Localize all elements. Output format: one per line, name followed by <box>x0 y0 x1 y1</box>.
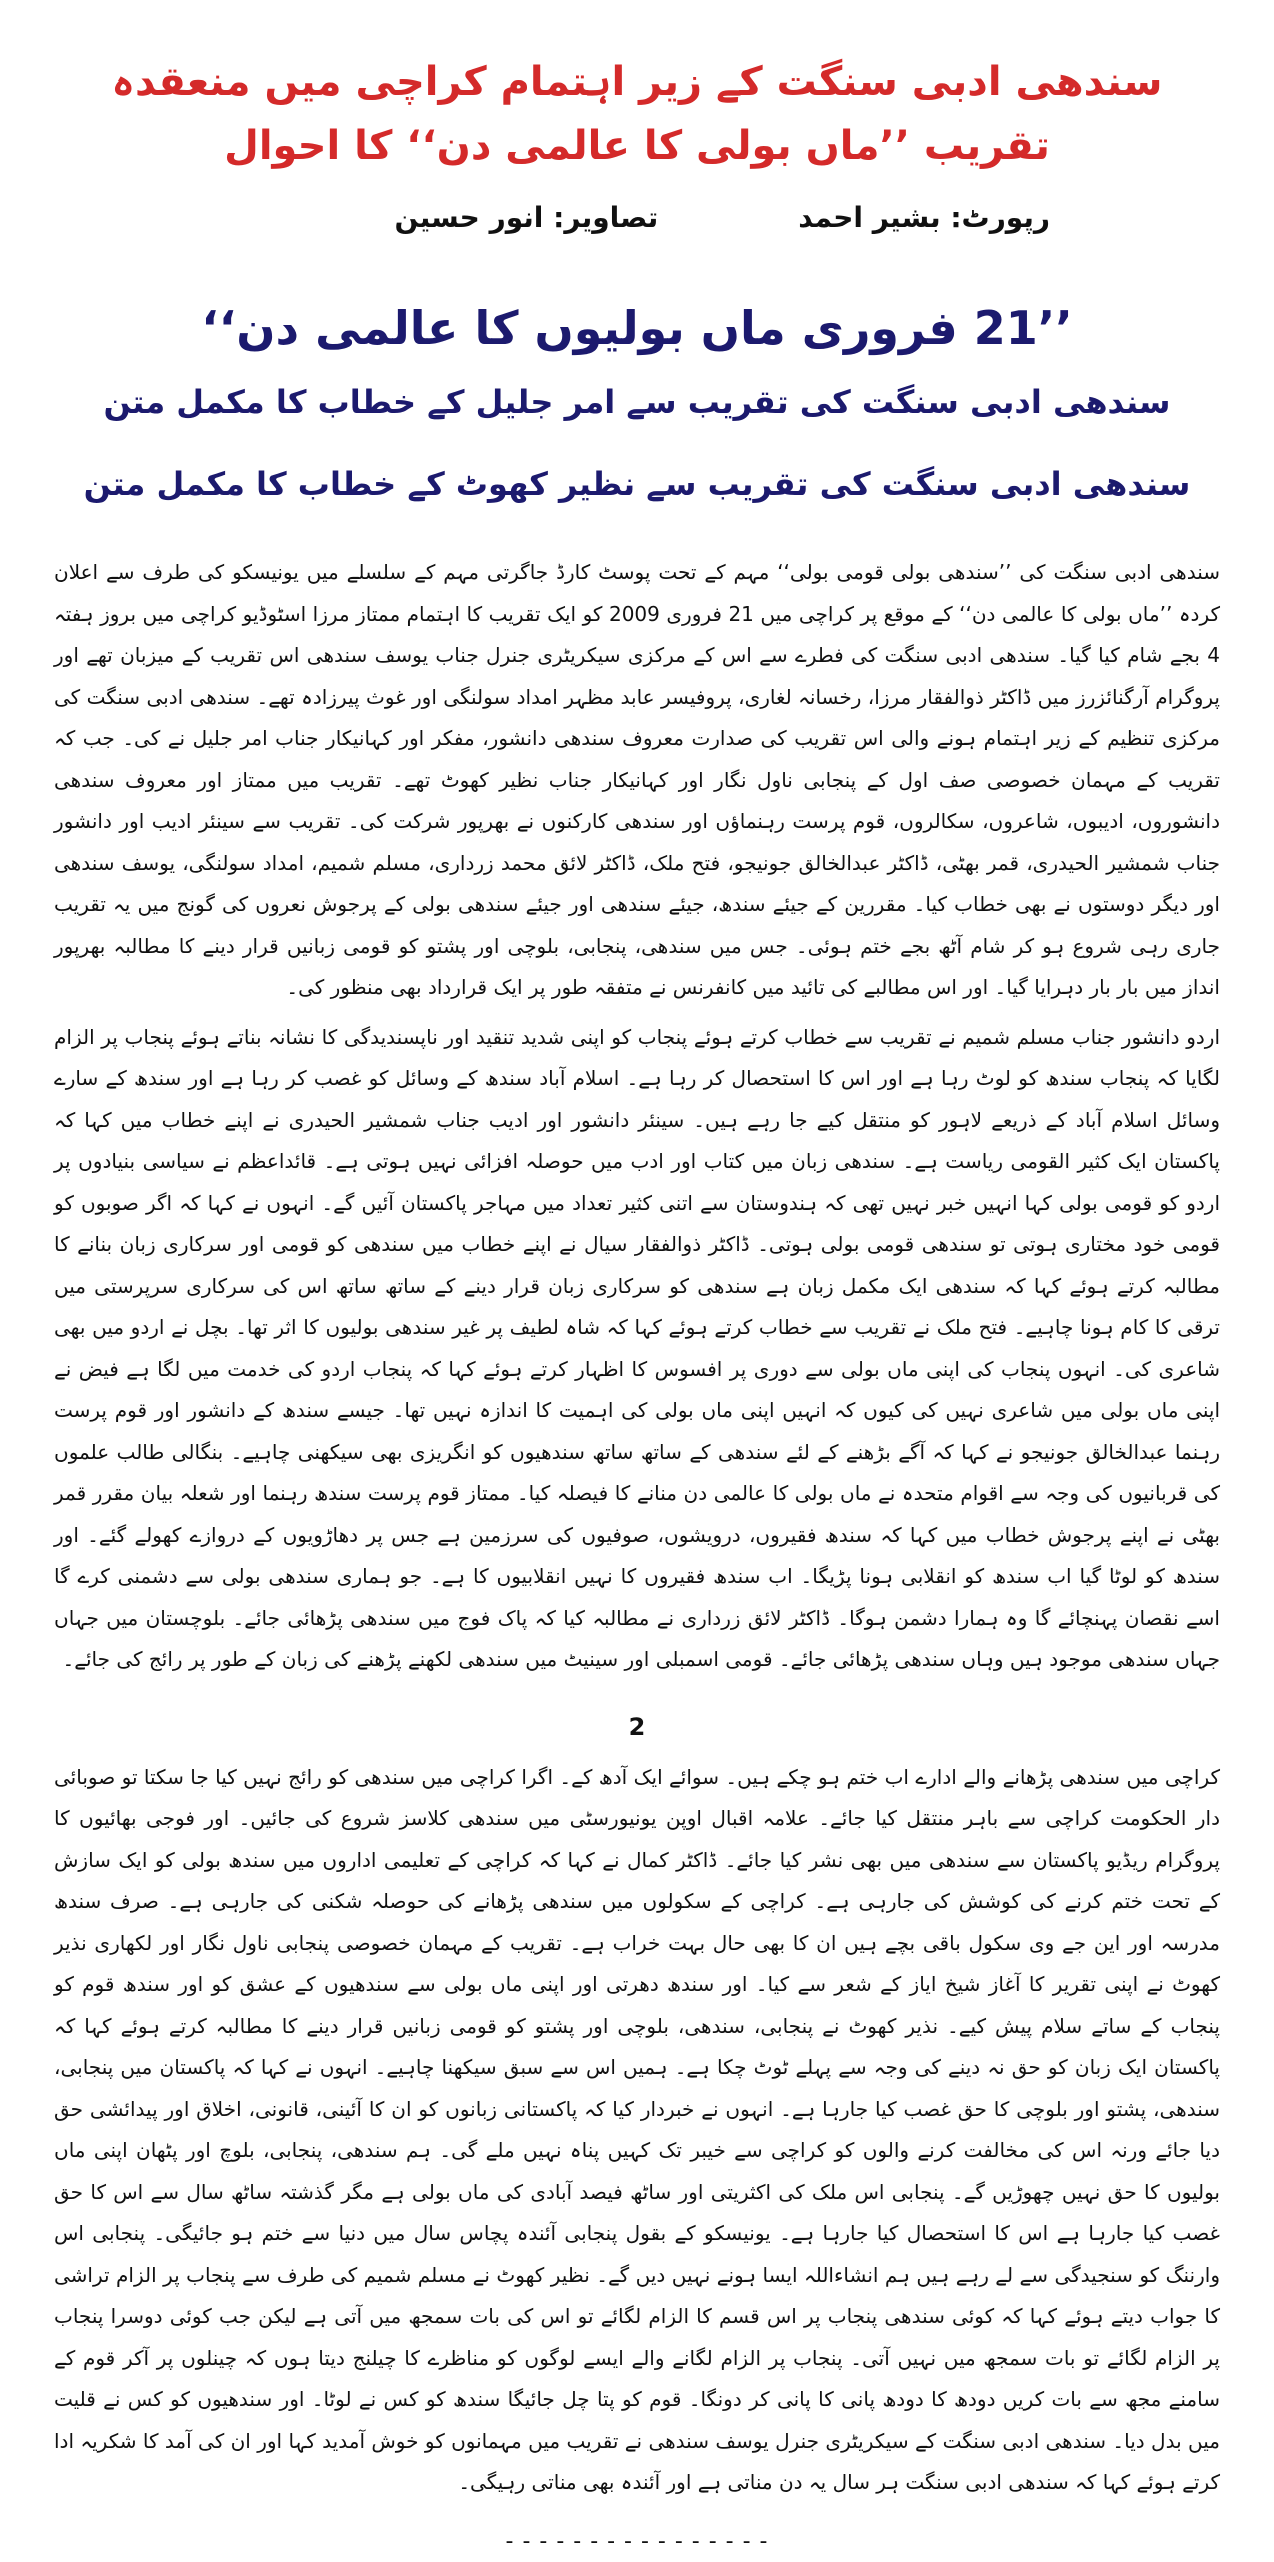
credits-line <box>54 196 1050 240</box>
article-body <box>54 552 1220 2562</box>
paragraph-2: اردو دانشور جناب مسلم شمیم نے تقریب سے خطاب کرتے ہوئے پنجاب کو اپنی شدید تنقید اور ناپسندیدگی کا نشانہ بناتے ہوئے پنجاب پر الزام لگایا کہ پنجاب سندھ کو لوٹ رہا ہے اور اس کا استحصال کر رہا ہے۔ اسلام آباد سندھ کے وسائل کو غصب کر رہا ہے اور سندھ کے سارے وسائل اسلام آباد کے ذریعے لاہور کو منتقل کیے جا رہے ہیں۔ سینئر دانشور اور ادیب جناب شمشیر الحیدری نے اپنے خطاب میں کہا کہ پاکستان ایک کثیر القومی ریاست ہے۔ سندھی زبان میں کتاب اور ادب میں حوصلہ افزائی نہیں ہوتی ہے۔ قائداعظم نے سیاسی بنیادوں پر اردو کو قومی بولی کہا انہیں خبر نہیں تھی کہ ہندوستان سے اتنی کثیر تعداد میں مہاجر پاکستان آئیں گے۔ انہوں نے کہا کہ اگر صوبوں کو قومی خود مختاری ہوتی تو سندھی قومی بولی ہوتی۔ ڈاکٹر ذوالفقار سیال نے اپنے خطاب میں سندھی کو قومی اور سرکاری زبان بنانے کا مطالبہ کرتے ہوئے کہا کہ سندھی ایک مکمل زبان ہے سندھی کو سرکاری زبان قرار دینے کے ساتھ ساتھ اس کی سرکاری سرپرستی میں ترقی کا کام ہونا چاہیے۔ فتح ملک نے تقریب سے خطاب کرتے ہوئے کہا کہ شاہ لطیف پر غیر سندھی بولیوں کا اثر تھا۔ بچل نے اردو میں بھی شاعری کی۔ انہوں پنجاب کی اپنی ماں بولی سے دوری پر افسوس کا اظہار کرتے ہوئے کہا کہ پنجاب اردو کی خدمت میں لگا ہے فیض نے اپنی ماں بولی میں شاعری نہیں کی کیوں کہ انہیں اپنی ماں بولی کی اہمیت کا اندازہ نہیں تھا۔ جیسے سندھ کے دانشور اور قوم پرست رہنما عبدالخالق جونیجو نے کہا کہ آگے بڑھنے کے لئے سندھی کے ساتھ ساتھ سندھیوں کو انگریزی بھی سیکھنی چاہیے۔ بنگالی طالب علموں کی قربانیوں کی وجہ سے اقوام متحدہ نے ماں بولی کا عالمی دن منانے کا فیصلہ کیا۔ ممتاز قوم پرست سندھ رہنما اور شعلہ بیان مقرر قمر بھٹی نے اپنے پرجوش خطاب میں کہا کہ سندھ فقیروں، درویشوں، صوفیوں کی سرزمین ہے جس پر دھاڑویوں کے دروازے کھولے گئے۔ اور سندھ کو لوٹا گیا اب سندھ کو انقلابی ہونا پڑیگا۔ اب سندھ فقیروں کا نہیں انقلابیوں کا ہے۔ جو ہماری سندھی بولی سے دشمنی کرے گا اسے نقصان پہنچائے گا وہ ہمارا دشمن ہوگا۔ ڈاکٹر لائق زرداری نے مطالبہ کیا کہ پاک فوج میں سندھی پڑھائی جائے۔ بلوچستان میں جہاں جہاں سندھی موجود ہیں وہاں سندھی پڑھائی جائے۔ قومی اسمبلی اور سینیٹ میں سندھی لکھنے پڑھنے کی زبان کے طور پر رائج کی جائے۔ <box>54 1024 1220 1671</box>
article-page <box>54 40 1220 2562</box>
page-title: سندھی ادبی سنگت کے زیر اہتمام کراچی میں منعقدہ تقریب ’’ماں بولی کا عالمی دن‘‘ کا احوال <box>111 59 1163 169</box>
photo-credit: تصاویر: انور حسین <box>394 201 659 234</box>
page-number: 2 <box>628 1712 646 1741</box>
speech-title-nazir-khot: سندھی ادبی سنگت کی تقریب سے نظیر کھوٹ کے خطاب کا مکمل متن <box>83 465 1191 503</box>
paragraph-3: کراچی میں سندھی پڑھانے والے ادارے اب ختم ہو چکے ہیں۔ سوائے ایک آدھ کے۔ اگرا کراچی میں سندھی کو رائج نہیں کیا جا سکتا تو صوبائی دار الحکومت کراچی سے باہر منتقل کیا جائے۔ علامہ اقبال اوپن یونیورسٹی میں سندھی کلاسز شروع کی جائیں۔ اور فوجی بھائیوں کا پروگرام ریڈیو پاکستان سے سندھی میں بھی نشر کیا جائے۔ ڈاکٹر کمال نے کہا کہ کراچی کے تعلیمی اداروں میں سندھ بولی کو ایک سازش کے تحت ختم کرنے کی کوشش کی جارہی ہے۔ کراچی کے سکولوں میں سندھی پڑھانے کی حوصلہ شکنی کی جارہی ہے۔ صرف سندھ مدرسہ اور این جے وی سکول باقی بچے ہیں ان کا بھی حال بہت خراب ہے۔ تقریب کے مہمان خصوصی پنجابی ناول نگار اور لکھاری نذیر کھوٹ نے اپنی تقریر کا آغاز شیخ ایاز کے شعر سے کیا۔ اور سندھ دھرتی اور اپنی ماں بولی سے سندھیوں کے عشق کو اور سندھ قوم کو پنجاب کے ساتے سلام پیش کیے۔ نذیر کھوٹ نے پنجابی، سندھی، بلوچی اور پشتو کو قومی زبانیں قرار دینے کا مطالبہ کرتے ہوئے کہا کہ پاکستان ایک زبان کو حق نہ دینے کی وجہ سے پہلے ٹوٹ چکا ہے۔ ہمیں اس سے سبق سیکھنا چاہیے۔ انہوں نے کہا کہ پاکستان میں پنجابی، سندھی، پشتو اور بلوچی کا حق غصب کیا جارہا ہے۔ انہوں نے خبردار کیا کہ پاکستانی زبانوں کو ان کا آئینی، قانونی، اخلاق اور پیدائشی حق دیا جائے ورنہ اس کی مخالفت کرنے والوں کو کراچی سے خیبر تک کہیں پناہ نہیں ملے گی۔ ہم سندھی، پنجابی، بلوچ اور پٹھان اپنی ماں بولیوں کا حق نہیں چھوڑیں گے۔ پنجابی اس ملک کی اکثریتی اور ساٹھ فیصد آبادی کی ماں بولی ہے مگر گذشتہ ساٹھ سال سے اس کا حق غصب کیا جارہا ہے اس کا استحصال کیا جارہا ہے۔ یونیسکو کے بقول پنجابی آئندہ پچاس سال میں دنیا سے ختم ہو جائیگی۔ پنجابی اس وارننگ کو سنجیدگی سے لے رہے ہیں ہم انشاءاللہ ایسا ہونے نہیں دیں گے۔ نظیر کھوٹ نے مسلم شمیم کی طرف سے پنجاب پر الزام تراشی کا جواب دیتے ہوئے کہا کہ کوئی سندھی پنجاب پر اس قسم کا الزام لگائے تو اس کی بات سمجھ میں آتی ہے لیکن جب کوئی دوسرا پنجاب پر الزام لگائے تو بات سمجھ میں نہیں آتی۔ پنجاب پر الزام لگانے والے ایسے لوگوں کو مناظرے کا چیلنج دیتا ہوں کہ چینلوں پر آکر قوم کے سامنے مجھ سے بات کریں دودھ کا دودھ پانی کا پانی کر دونگا۔ قوم کو پتا چل جائیگا سندھ کو کس نے لوٹا۔ اور سندھیوں کو کس نے قلیت میں بدل دیا۔ سندھی ادبی سنگت کے سیکریٹری جنرل یوسف سندھی نے تقریب میں مہمانوں کو خوش آمدید کہا اور ان کی آمد کا شکریہ ادا کرتے ہوئے کہا کہ سندھی ادبی سنگت ہر سال یہ دن مناتی ہے اور آئندہ بھی مناتی رہیگی۔ <box>54 1764 1221 2494</box>
event-heading: ’’21 فروری ماں بولیوں کا عالمی دن‘‘ <box>201 301 1073 355</box>
report-credit: رپورٹ: بشیر احمد <box>798 201 1050 234</box>
end-separator: - - - - - - - - - - - - - - - - <box>505 2528 769 2554</box>
paragraph-1: سندھی ادبی سنگت کی ’’سندھی بولی قومی بولی‘‘ مہم کے تحت پوسٹ کارڈ جاگرتی مہم کے سلسلے میں یونیسکو کی طرف سے اعلان کردہ ’’ماں بولی کا عالمی دن‘‘ کے موقع پر کراچی میں 21 فروری 2009 کو ایک تقریب کا اہتمام ممتاز مرزا اسٹوڈیو کراچی میں بروز ہفتہ 4 بجے شام کیا گیا۔ سندھی ادبی سنگت کی فطرے سے اس کے مرکزی سیکریٹری جنرل جناب یوسف سندھی اس تقریب کے میزبان تھے اور پروگرام آرگنائزرز میں ڈاکٹر ذوالفقار مرزا، رخسانہ لغاری، پروفیسر عابد مظہر امداد سولنگی اور غوث پیرزادہ تھے۔ سندھی ادبی سنگت کی مرکزی تنظیم کے زیر اہتمام ہونے والی اس تقریب کی صدارت معروف سندھی دانشور، مفکر اور کہانیکار جناب امر جلیل نے کی۔ جب کہ تقریب کے مہمان خصوصی صف اول کے پنجابی ناول نگار اور کہانیکار جناب نظیر کھوٹ تھے۔ تقریب میں ممتاز اور معروف سندھی دانشوروں، ادیبوں، شاعروں، سکالروں، قوم پرست رہنماؤں اور سندھی کارکنوں نے بھرپور شرکت کی۔ تقریب سے سینئر ادیب اور دانشور جناب شمشیر الحیدری، قمر بھٹی، ڈاکٹر عبدالخالق جونیجو، فتح ملک، ڈاکٹر لائق محمد زرداری، مسلم شمیم، امداد سولنگی، یوسف سندھی اور دیگر دوستوں نے بھی خطاب کیا۔ مقررین کے جیئے سندھ، جیئے سندھی اور جیئے سندھی بولی کے پرجوش نعروں کی گونج میں یہ تقریب جاری رہی شروع ہو کر شام آٹھ بجے ختم ہوئی۔ جس میں سندھی، پنجابی، بلوچی اور پشتو کو قومی زبانیں قرار دینے کا مطالبہ بھرپور انداز میں بار بار دہرایا گیا۔ اور اس مطالبے کی تائید میں کانفرنس نے متفقہ طور پر ایک قرارداد بھی منظور کی۔ <box>54 560 1220 999</box>
speech-title-amar-jaleel: سندھی ادبی سنگت کی تقریب سے امر جلیل کے خطاب کا مکمل متن <box>103 383 1171 421</box>
